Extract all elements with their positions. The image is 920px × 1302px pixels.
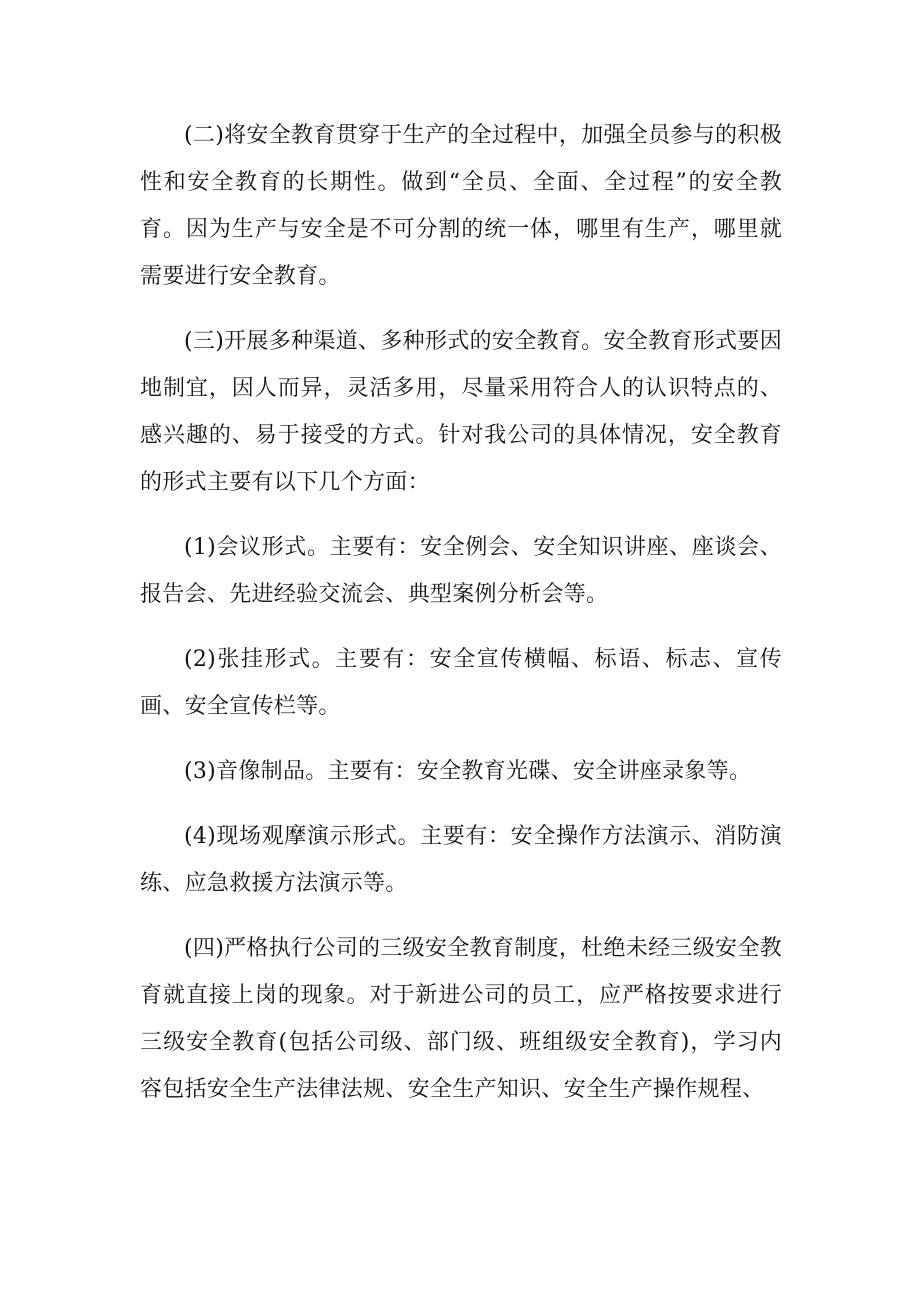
document-body [140,112,782,1131]
paragraph-4: (四)严格执行公司的三级安全教育制度，杜绝未经三级安全教育就直接上岗的现象。对于新进公司的员工，应严格按要求进行三级安全教育(包括公司级、部门级、班组级安全教育)，学习内容包括安全生产法律法规、安全生产知识、安全生产操作规程、 [140,936,782,1102]
paragraph-3: (三)开展多种渠道、多种形式的安全教育。安全教育形式要因地制宜，因人而异，灵活多用，尽量采用符合人的认识特点的、感兴趣的、易于接受的方式。针对我公司的具体情况，安全教育的形式主要有以下几个方面： [140,329,782,495]
paragraph-item-4: (4)现场观摩演示形式。主要有：安全操作方法演示、消防演练、应急救援方法演示等。 [140,824,782,896]
paragraph-item-3: (3)音像制品。主要有：安全教育光碟、安全讲座录象等。 [184,759,752,784]
paragraph-2: (二)将安全教育贯穿于生产的全过程中，加强全员参与的积极性和安全教育的长期性。做到“全员、全面、全过程”的安全教育。因为生产与安全是不可分割的统一体，哪里有生产，哪里就需要进行安全教育。 [140,123,782,289]
paragraph-item-1: (1)会议形式。主要有：安全例会、安全知识讲座、座谈会、报告会、先进经验交流会、典型案例分析会等。 [140,535,782,607]
paragraph-item-2: (2)张挂形式。主要有：安全宣传横幅、标语、标志、宣传画、安全宣传栏等。 [140,647,782,719]
